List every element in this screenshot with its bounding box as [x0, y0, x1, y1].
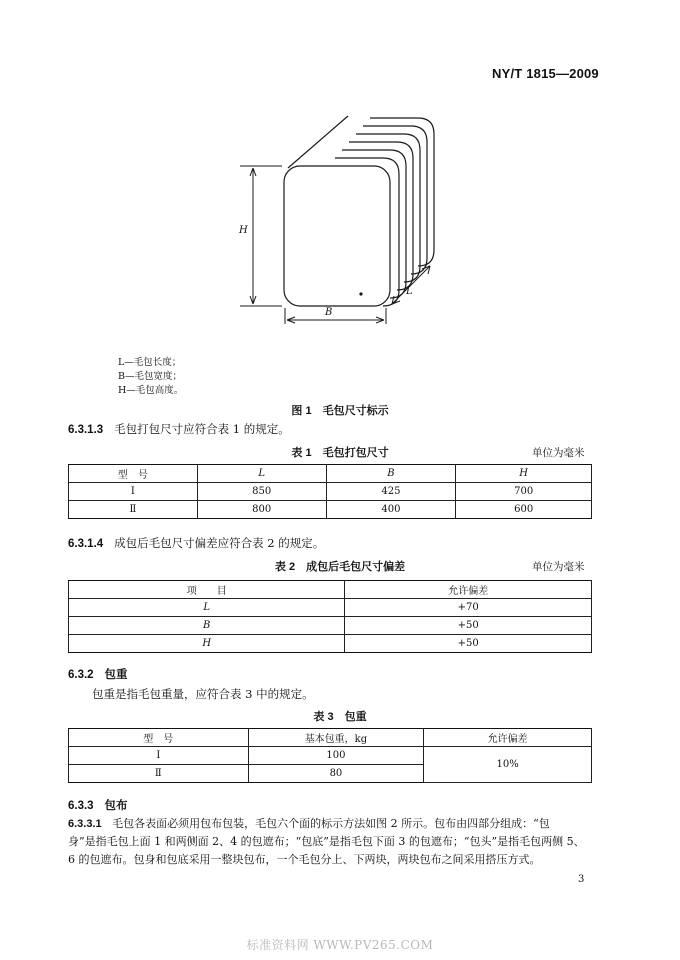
table-header: 型 号: [69, 465, 198, 483]
dim-label-h: H: [239, 225, 248, 236]
table-header: 型 号: [69, 729, 249, 747]
table-header-row: [69, 581, 592, 599]
bale-dimension-figure: [220, 108, 460, 330]
table-header: 基本包重，kg: [248, 729, 424, 747]
page-number: 3: [578, 874, 585, 885]
table2-caption: 表 2 成包后毛包尺寸偏差: [274, 561, 406, 573]
table3-caption: 表 3 包重: [313, 711, 367, 723]
table-row: [69, 483, 592, 501]
legend-item: H—毛包高度。: [118, 385, 184, 396]
table-cell: H: [69, 635, 345, 653]
table-cell: +70: [345, 599, 592, 617]
table1-caption: 表 1 毛包打包尺寸: [291, 447, 389, 459]
clause-line: 身”是指毛包上面 1 和两侧面 2、4 的包遮布；“包底”是指毛包下面 3 的包遮布；“包头”是指毛包两侧 5、: [68, 835, 585, 848]
table-cell: 600: [456, 501, 592, 519]
figure1-caption: 图 1 毛包尺寸标示: [291, 405, 389, 417]
table-cell: Ⅰ: [69, 747, 249, 765]
bale-front-face: [284, 166, 390, 306]
table-cell: L: [69, 599, 345, 617]
table-cell: +50: [345, 635, 592, 653]
table-header: H: [456, 465, 592, 483]
table2-unit: 单位为毫米: [532, 561, 585, 573]
table-cell-tolerance: 10%: [424, 747, 592, 783]
clause-text: 毛包各表面必须用包布包装，毛包六个面的标示方法如图 2 所示。包布由四部分组成：“包: [112, 817, 550, 830]
table-row: [69, 599, 592, 617]
table-cell: 800: [197, 501, 326, 519]
table-cell: 850: [197, 483, 326, 501]
clause-line: 6 的包遮布。包身和包底采用一整块包布，一个毛包分上、下两块，两块包布之间采用搭压方式。: [68, 853, 541, 866]
table-cell: +50: [345, 617, 592, 635]
table-cell: 400: [326, 501, 456, 519]
clause-text: 成包后毛包尺寸偏差应符合表 2 的规定。: [114, 536, 325, 550]
table-cell: 425: [326, 483, 456, 501]
clause-6313: [68, 420, 290, 439]
table-row: [69, 617, 592, 635]
table-header: L: [197, 465, 326, 483]
table-header-row: [69, 465, 592, 483]
legend-item: L—毛包长度；: [118, 357, 182, 368]
table-cell: B: [69, 617, 345, 635]
table-row: [69, 747, 592, 765]
table-header: 允许偏差: [424, 729, 592, 747]
table-cell: Ⅱ: [69, 765, 249, 783]
section-title: 包布: [104, 800, 128, 812]
table-row: [69, 635, 592, 653]
section-633-heading: [68, 796, 128, 815]
dim-label-l: L: [406, 286, 413, 297]
clause-number: 6.3.3.1: [68, 818, 102, 830]
dim-label-b: B: [325, 307, 333, 318]
section-title: 包重: [104, 669, 128, 681]
table-cell: 100: [248, 747, 424, 765]
section-632-heading: [68, 665, 128, 684]
figure-legend: [118, 356, 183, 398]
section-number: 6.3.3: [68, 800, 94, 812]
standard-code: NY/T 1815—2009: [492, 66, 599, 81]
table-header: 允许偏差: [345, 581, 592, 599]
clause-number: 6.3.1.4: [68, 538, 104, 550]
table-cell: Ⅰ: [69, 483, 198, 501]
table-header: B: [326, 465, 456, 483]
clause-line: [68, 815, 598, 833]
section-number: 6.3.2: [68, 669, 94, 681]
table1-unit: 单位为毫米: [532, 447, 585, 459]
table-row: [69, 501, 592, 519]
table-header: 项 目: [69, 581, 345, 599]
table3-bale-weight: [68, 728, 592, 783]
section-632-text: 包重是指毛包重量，应符合表 3 中的规定。: [92, 687, 314, 701]
watermark: 标准资料网 WWW.PV265.COM: [246, 938, 434, 952]
clause-6314: [68, 534, 324, 553]
table2-size-tolerance: [68, 580, 592, 653]
clause-6331: [68, 815, 598, 869]
clause-text: 毛包打包尺寸应符合表 1 的规定。: [114, 422, 290, 436]
legend-item: B—毛包宽度；: [118, 371, 182, 382]
clause-number: 6.3.1.3: [68, 424, 104, 436]
table-cell: 80: [248, 765, 424, 783]
table1-bale-size: [68, 464, 592, 519]
table-cell: 700: [456, 483, 592, 501]
table-cell: Ⅱ: [69, 501, 198, 519]
table-header-row: [69, 729, 592, 747]
